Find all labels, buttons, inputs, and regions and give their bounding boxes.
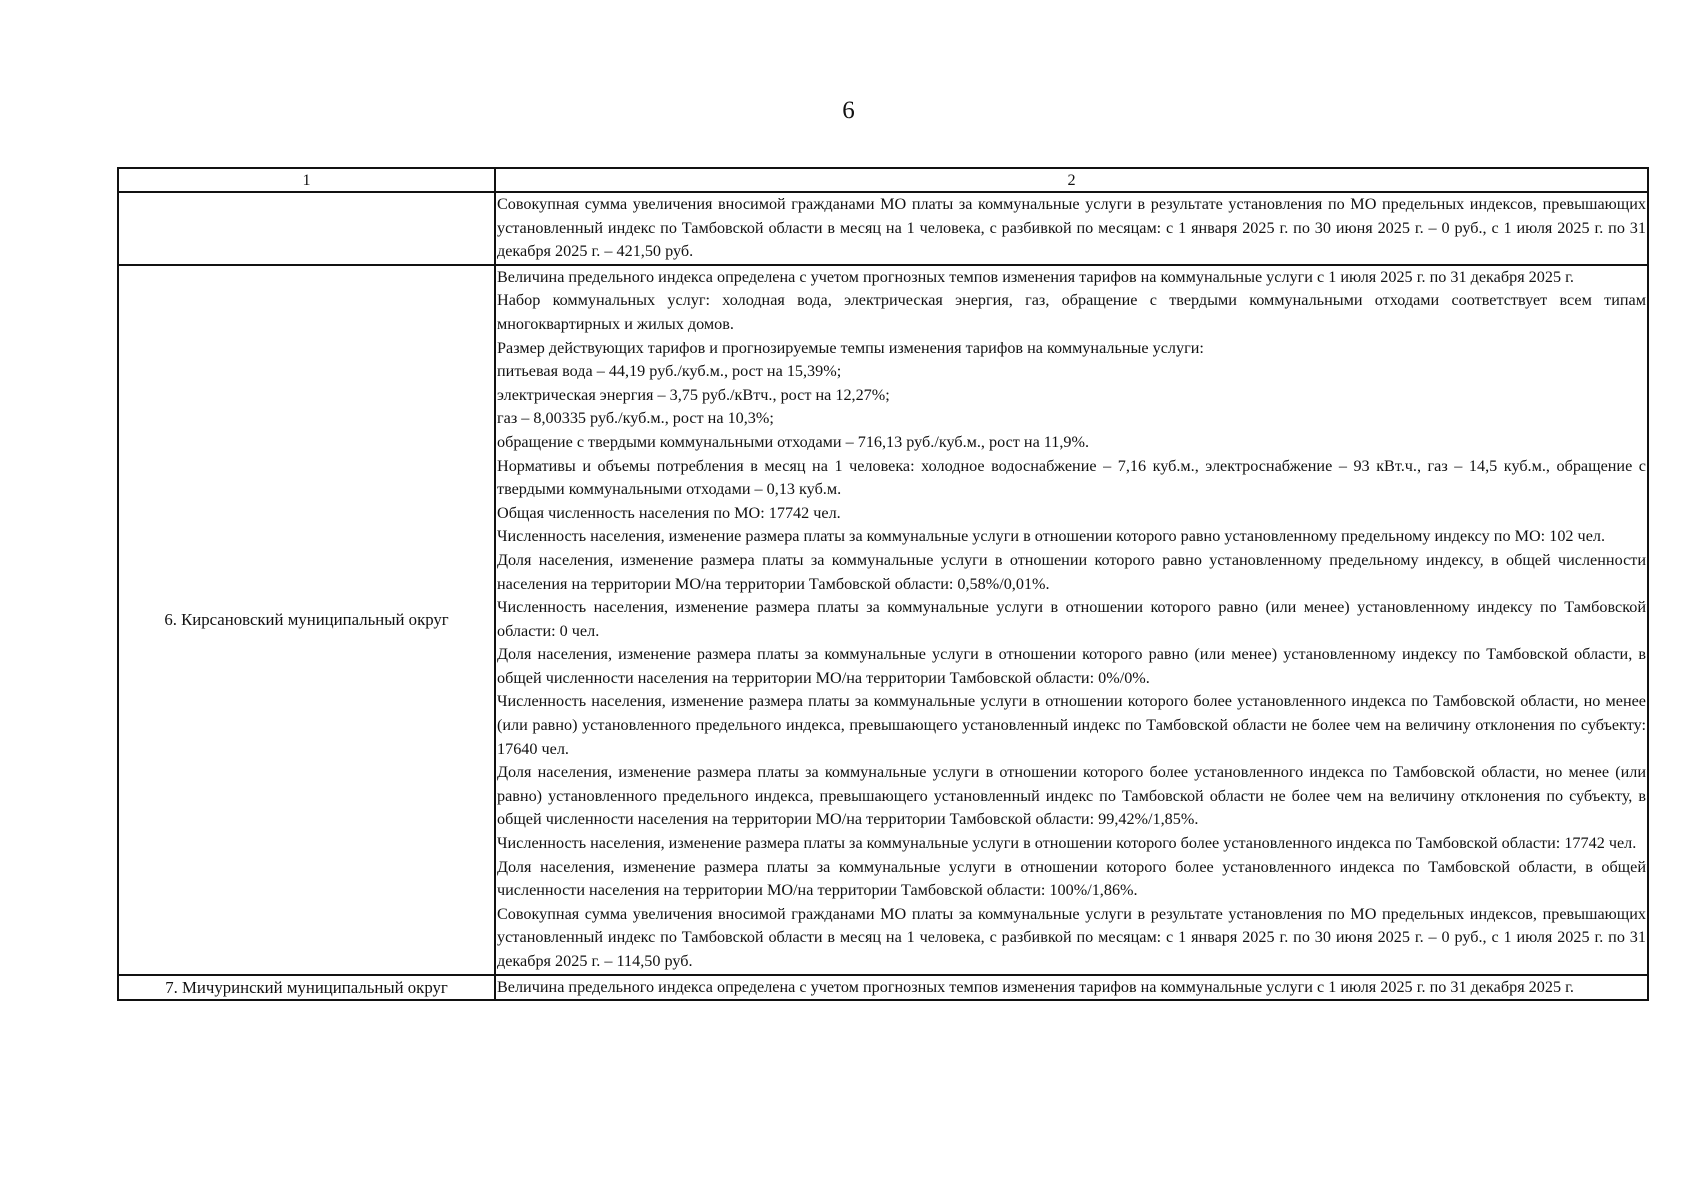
paragraph: Нормативы и объемы потребления в месяц на 1 человека: холодное водоснабжение – 7,16 куб.м., электроснабжение – 93 кВт.ч., газ – 14,5 куб.м., обращение с твердыми коммунальными отходами – 0,13 куб.м. (497, 456, 1646, 499)
paragraph: Численность населения, изменение размера платы за коммунальные услуги в отношении которого равно (или менее) установленному индексу по Тамбовской области: 0 чел. (497, 598, 1646, 640)
municipality-name-cell: 7. Мичуринский муниципальный округ (118, 975, 495, 1001)
table-row-michurinsky (118, 975, 1648, 1001)
paragraph: Доля населения, изменение размера платы за коммунальные услуги в отношении которого более установленного индекса по Тамбовской области, но менее (или равно) установленного предельного индекса, превышающего установленный индекс по Тамбовской области не более чем на величину отклонения по субъекту, в общей численности населения на территории МО/на территории Тамбовской области: 99,42%/1,85%. (497, 763, 1646, 829)
paragraph: Совокупная сумма увеличения вносимой гражданами МО платы за коммунальные услуги в результате установления по МО предельных индексов, превышающих установленный индекс по Тамбовской области в месяц на 1 человека, с разбивкой по месяцам: с 1 января 2025 г. по 30 июня 2025 г. – 0 руб., с 1 июля 2025 г. по 31 декабря 2025 г. – 114,50 руб. (497, 904, 1646, 970)
paragraph: Численность населения, изменение размера платы за коммунальные услуги в отношении которого более установленного индекса по Тамбовской области, но менее (или равно) установленного предельного индекса, превышающего установленный индекс по Тамбовской области не более чем на величину отклонения по субъекту: 17640 чел. (497, 692, 1646, 758)
table-header-row (118, 168, 1648, 192)
paragraph: Доля населения, изменение размера платы за коммунальные услуги в отношении которого равно (или менее) установленному индексу по Тамбовской области, в общей численности населения на территории МО/на территории Тамбовской области: 0%/0%. (497, 645, 1646, 687)
paragraph: Набор коммунальных услуг: холодная вода, электрическая энергия, газ, обращение с твердыми коммунальными отходами соответствует всем типам многоквартирных и жилых домов. (497, 291, 1646, 333)
table-row-continuation (118, 192, 1648, 265)
page-number: 6 (842, 97, 855, 124)
description-cell (495, 192, 1648, 265)
paragraph: Доля населения, изменение размера платы за коммунальные услуги в отношении которого более установленного индекса по Тамбовской области, в общей численности населения на территории МО/на территории Тамбовской области: 100%/1,86%. (497, 857, 1646, 900)
municipality-name-cell: 6. Кирсановский муниципальный округ (118, 265, 495, 975)
paragraph: Численность населения, изменение размера платы за коммунальные услуги в отношении которого равно установленному предельному индексу по МО: 102 чел. (497, 527, 1606, 546)
paragraph: Величина предельного индекса определена с учетом прогнозных темпов изменения тарифов на коммунальные услуги с 1 июля 2025 г. по 31 декабря 2025 г. (497, 267, 1574, 286)
column-header-1: 1 (118, 168, 495, 192)
paragraph: Численность населения, изменение размера платы за коммунальные услуги в отношении которого более установленного индекса по Тамбовской области: 17742 чел. (497, 834, 1637, 853)
paragraph: газ – 8,00335 руб./куб.м., рост на 10,3%; (497, 409, 774, 428)
paragraph: Доля населения, изменение размера платы за коммунальные услуги в отношении которого равно установленному предельному индексу, в общей численности населения на территории МО/на территории Тамбовской области: 0,58%/0,01%. (497, 550, 1646, 593)
table-row-kirsanovsky (118, 265, 1648, 975)
description-cell (495, 265, 1648, 975)
description-cell (495, 975, 1648, 1001)
paragraph-total-increase: Совокупная сумма увеличения вносимой гражданами МО платы за коммунальные услуги в результате установления по МО предельных индексов, превышающих установленный индекс по Тамбовской области в месяц на 1 человека, с разбивкой по месяцам: с 1 января 2025 г. по 30 июня 2025 г. – 0 руб., с 1 июля 2025 г. по 31 декабря 2025 г. – 421,50 руб. (497, 195, 1646, 261)
municipality-name-cell (118, 192, 495, 265)
paragraph: Общая численность населения по МО: 17742 чел. (497, 503, 841, 522)
paragraph: питьевая вода – 44,19 руб./куб.м., рост на 15,39%; (497, 362, 842, 381)
paragraph: Величина предельного индекса определена с учетом прогнозных темпов изменения тарифов на коммунальные услуги с 1 июля 2025 г. по 31 декабря 2025 г. (497, 977, 1574, 996)
municipal-index-table (117, 167, 1649, 1001)
column-header-2: 2 (495, 168, 1648, 192)
paragraph: Размер действующих тарифов и прогнозируемые темпы изменения тарифов на коммунальные услуги: (497, 338, 1204, 357)
paragraph: электрическая энергия – 3,75 руб./кВтч., рост на 12,27%; (497, 385, 890, 404)
paragraph: обращение с твердыми коммунальными отходами – 716,13 руб./куб.м., рост на 11,9%. (497, 432, 1090, 451)
